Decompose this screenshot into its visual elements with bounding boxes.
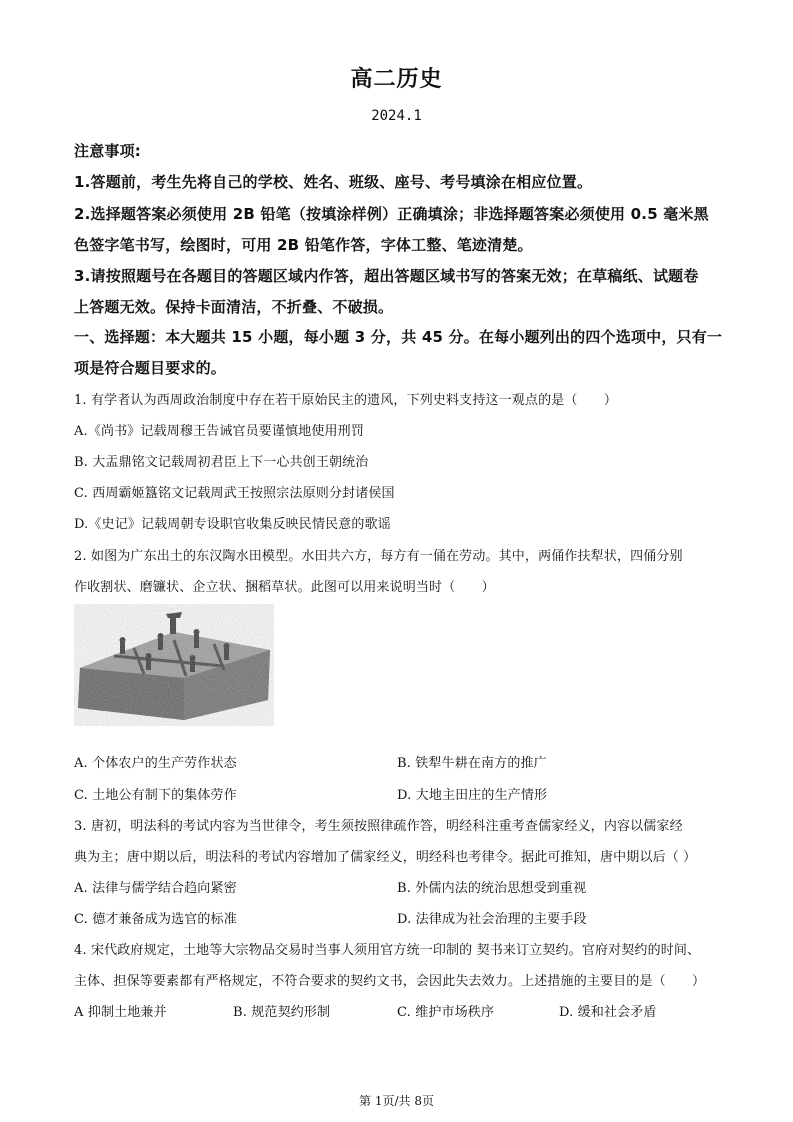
page-title: 高二历史 xyxy=(350,67,443,92)
question-4-option-d: D. 缓和社会矛盾 xyxy=(559,1005,657,1020)
question-1-option-b: B. 大盂鼎铭文记载周初君臣上下一心共创王朝统治 xyxy=(74,455,369,470)
question-4-option-b: B. 规范契约形制 xyxy=(233,1005,331,1020)
exam-date: 2024.1 xyxy=(371,108,422,124)
question-3-option-c: C. 德才兼备成为选官的标准 xyxy=(74,912,237,927)
section-heading: 项是符合题目要求的。 xyxy=(74,359,227,377)
question-1-option-c: C. 西周霸姬簋铭文记载周武王按照宗法原则分封诸侯国 xyxy=(74,486,395,501)
question-2-option-b: B. 铁犁牛耕在南方的推广 xyxy=(397,756,547,771)
question-4-option-c: C. 维护市场秩序 xyxy=(397,1005,495,1020)
section-heading: 一、选择题：本大题共 15 小题，每小题 3 分，共 45 分。在每小题列出的四个选项中，只有一 xyxy=(74,328,723,346)
question-2-option-a: A. 个体农户的生产劳作状态 xyxy=(74,756,237,771)
question-3-stem: 典为主；唐中期以后，明法科的考试内容增加了儒家经义，明经科也考律令。据此可推知，唐中期以后（ ） xyxy=(74,850,697,865)
notice-heading: 注意事项: xyxy=(74,142,141,160)
notice-line: 色签字笔书写，绘图时，可用 2B 铅笔作答，字体工整、笔迹清楚。 xyxy=(74,236,533,254)
question-4-stem: 主体、担保等要素都有严格规定，不符合要求的契约文书，会因此失去效力。上述措施的主要目的是（ ） xyxy=(74,974,706,989)
question-1-option-a: A.《尚书》记载周穆王告诫官员要谨慎地使用刑罚 xyxy=(74,424,364,439)
question-4-stem: 4. 宋代政府规定，土地等大宗物品交易时当事人须用官方统一印制的 契书来订立契约。官府对契约的时间、 xyxy=(74,943,701,958)
question-1-option-d: D.《史记》记载周朝专设职官收集反映民情民意的歌谣 xyxy=(74,517,391,532)
question-2-stem: 2. 如图为广东出土的东汉陶水田模型。水田共六方，每方有一俑在劳动。其中，两俑作扶犁状，四俑分别 xyxy=(74,549,683,564)
question-2-option-d: D. 大地主田庄的生产情形 xyxy=(397,788,548,803)
notice-line: 1.答题前，考生先将自己的学校、姓名、班级、座号、考号填涂在相应位置。 xyxy=(74,173,593,191)
question-2-option-c: C. 土地公有制下的集体劳作 xyxy=(74,788,237,803)
notice-line: 2.选择题答案必须使用 2B 铅笔（按填涂样例）正确填涂；非选择题答案必须使用 0.5 毫米黑 xyxy=(74,205,709,223)
pottery-paddy-field-model-image xyxy=(74,604,274,726)
question-3-stem: 3. 唐初，明法科的考试内容为当世律令，考生须按照律疏作答，明经科注重考查儒家经义，内容以儒家经 xyxy=(74,819,683,834)
question-3-option-a: A. 法律与儒学结合趋向紧密 xyxy=(74,881,237,896)
question-3-option-b: B. 外儒内法的统治思想受到重视 xyxy=(397,881,587,896)
question-3-option-d: D. 法律成为社会治理的主要手段 xyxy=(397,912,587,927)
page-number: 第 1页/共 8页 xyxy=(359,1094,434,1108)
question-2-stem: 作收割状、磨镰状、企立状、捆稻草状。此图可以用来说明当时（ ） xyxy=(74,580,495,595)
question-4-option-a: A 抑制土地兼并 xyxy=(74,1005,167,1020)
notice-line: 上答题无效。保持卡面清洁，不折叠、不破损。 xyxy=(74,298,394,316)
question-1-stem: 1. 有学者认为西周政治制度中存在若干原始民主的遗风，下列史料支持这一观点的是（ ） xyxy=(74,393,617,408)
notice-line: 3.请按照题号在各题目的答题区域内作答，超出答题区域书写的答案无效；在草稿纸、试题卷 xyxy=(74,267,699,285)
